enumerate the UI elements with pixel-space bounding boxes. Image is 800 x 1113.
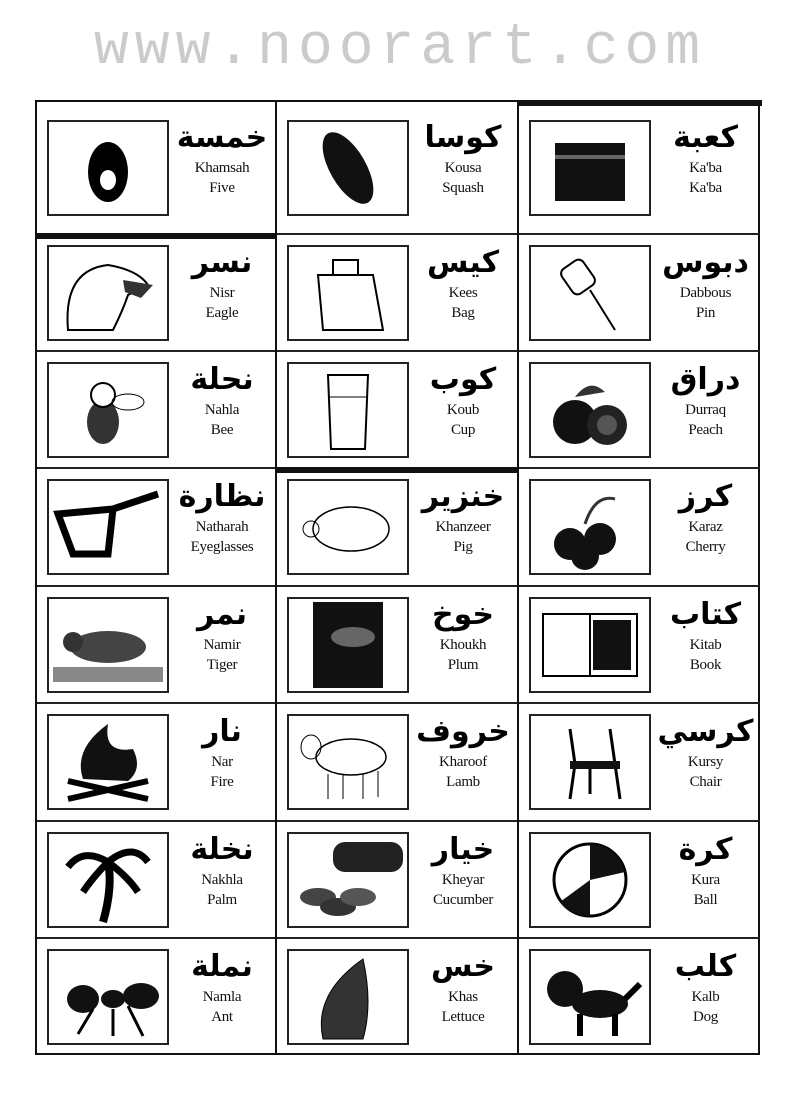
card-column xyxy=(277,102,519,1053)
watermark: www.noorart.com xyxy=(93,16,707,81)
arabic-word: خنزير xyxy=(421,479,505,514)
transliteration: Khas xyxy=(448,989,478,1005)
transliteration: Nahla xyxy=(204,402,240,418)
transliteration: Durraq xyxy=(685,402,726,418)
thick-divider xyxy=(277,467,519,473)
english-word: Five xyxy=(209,180,235,196)
arabic-five-icon xyxy=(47,120,169,216)
arabic-word: كرز xyxy=(678,479,733,514)
english-word: Ka'ba xyxy=(689,180,722,196)
transliteration: Khamsah xyxy=(194,160,250,176)
squash-icon xyxy=(287,120,409,216)
fire-icon xyxy=(47,714,169,810)
english-word: Ant xyxy=(211,1009,233,1025)
english-word: Cherry xyxy=(685,539,726,555)
arabic-word: دراق xyxy=(670,362,741,397)
english-word: Palm xyxy=(207,892,237,908)
eagle-icon xyxy=(47,245,169,341)
english-word: Cucumber xyxy=(432,892,494,908)
transliteration: Namir xyxy=(203,637,241,653)
english-word: Chair xyxy=(689,774,722,790)
cup-icon xyxy=(287,362,409,458)
arabic-word: كيس xyxy=(426,245,500,280)
book-icon xyxy=(529,597,651,693)
english-word: Eyeglasses xyxy=(190,539,254,555)
flashcard-dog xyxy=(519,939,760,1057)
arabic-word: نمر xyxy=(196,597,248,632)
transliteration: Khoukh xyxy=(439,637,487,653)
transliteration: Khanzeer xyxy=(435,519,491,535)
transliteration: Ka'ba xyxy=(689,160,722,176)
lettuce-icon xyxy=(287,949,409,1045)
arabic-word: كعبة xyxy=(673,120,738,155)
english-word: Bag xyxy=(451,305,475,321)
ball-icon xyxy=(529,832,651,928)
arabic-word: كلب xyxy=(674,949,737,984)
english-word: Book xyxy=(689,657,722,673)
english-word: Bee xyxy=(210,422,234,438)
pig-icon xyxy=(287,479,409,575)
flashcard-eyeglasses xyxy=(37,469,275,587)
transliteration: Dabbous xyxy=(679,285,732,301)
english-word: Cup xyxy=(450,422,476,438)
chair-icon xyxy=(529,714,651,810)
english-word: Lettuce xyxy=(441,1009,485,1025)
flashcard-eagle xyxy=(37,235,275,352)
eyeglasses-icon xyxy=(47,479,169,575)
arabic-word: دبوس xyxy=(662,245,749,280)
flashcard-cucumber xyxy=(277,822,517,939)
flashcard-chair xyxy=(519,704,760,822)
flashcard-sheet xyxy=(35,100,760,1055)
kaaba-icon xyxy=(529,120,651,216)
flashcard-tiger xyxy=(37,587,275,704)
transliteration: Kura xyxy=(691,872,720,888)
arabic-word: نسر xyxy=(191,245,253,280)
cucumber-icon xyxy=(287,832,409,928)
arabic-word: كرة xyxy=(678,832,733,867)
english-word: Squash xyxy=(442,180,484,196)
thick-divider xyxy=(519,100,762,106)
english-word: Dog xyxy=(693,1009,718,1025)
transliteration: Kitab xyxy=(689,637,722,653)
transliteration: Kalb xyxy=(691,989,720,1005)
arabic-word: نخلة xyxy=(190,832,254,867)
lamb-icon xyxy=(287,714,409,810)
arabic-word: نظارة xyxy=(178,479,266,514)
ant-icon xyxy=(47,949,169,1045)
flashcard-plum xyxy=(277,587,517,704)
english-word: Tiger xyxy=(206,657,238,673)
flashcard-lettuce xyxy=(277,939,517,1057)
english-word: Eagle xyxy=(205,305,239,321)
bag-icon xyxy=(287,245,409,341)
transliteration: Namla xyxy=(202,989,242,1005)
english-word: Peach xyxy=(688,422,723,438)
transliteration: Kheyar xyxy=(441,872,485,888)
arabic-word: خوخ xyxy=(431,597,495,632)
flashcard-lamb xyxy=(277,704,517,822)
english-word: Ball xyxy=(693,892,718,908)
transliteration: Karaz xyxy=(688,519,723,535)
arabic-word: كتاب xyxy=(669,597,742,632)
english-word: Pig xyxy=(453,539,473,555)
transliteration: Natharah xyxy=(195,519,249,535)
tiger-icon xyxy=(47,597,169,693)
peach-icon xyxy=(529,362,651,458)
arabic-word: نار xyxy=(202,714,242,749)
flashcard-pin xyxy=(519,235,760,352)
flashcard-peach xyxy=(519,352,760,469)
transliteration: Kousa xyxy=(444,160,482,176)
english-word: Fire xyxy=(210,774,234,790)
pin-icon xyxy=(529,245,651,341)
transliteration: Nar xyxy=(211,754,233,770)
flashcard-fire xyxy=(37,704,275,822)
flashcard-five xyxy=(37,102,275,235)
arabic-word: كوب xyxy=(429,362,497,397)
flashcard-bag xyxy=(277,235,517,352)
arabic-word: خس xyxy=(430,949,496,984)
flashcard-ball xyxy=(519,822,760,939)
card-column xyxy=(37,102,277,1053)
transliteration: Kursy xyxy=(687,754,724,770)
arabic-word: نملة xyxy=(191,949,253,984)
flashcard-cherry xyxy=(519,469,760,587)
transliteration: Kees xyxy=(448,285,478,301)
arabic-word: نحلة xyxy=(190,362,254,397)
flashcard-kaba xyxy=(519,102,760,235)
card-column xyxy=(519,102,760,1053)
cherry-icon xyxy=(529,479,651,575)
palm-icon xyxy=(47,832,169,928)
english-word: Plum xyxy=(447,657,479,673)
bee-icon xyxy=(47,362,169,458)
dog-icon xyxy=(529,949,651,1045)
arabic-word: خروف xyxy=(416,714,510,749)
thick-divider xyxy=(37,233,277,239)
plum-icon xyxy=(287,597,409,693)
english-word: Pin xyxy=(695,305,716,321)
arabic-word: كرسي xyxy=(657,714,754,749)
arabic-word: خيار xyxy=(431,832,495,867)
english-word: Lamb xyxy=(446,774,480,790)
flashcard-ant xyxy=(37,939,275,1057)
flashcard-squash xyxy=(277,102,517,235)
flashcard-cup xyxy=(277,352,517,469)
transliteration: Kharoof xyxy=(439,754,487,770)
arabic-word: خمسة xyxy=(176,120,268,155)
transliteration: Nisr xyxy=(209,285,235,301)
flashcard-pig xyxy=(277,469,517,587)
transliteration: Koub xyxy=(446,402,480,418)
arabic-word: كوسا xyxy=(424,120,502,155)
flashcard-palm xyxy=(37,822,275,939)
transliteration: Nakhla xyxy=(201,872,243,888)
flashcard-book xyxy=(519,587,760,704)
flashcard-bee xyxy=(37,352,275,469)
